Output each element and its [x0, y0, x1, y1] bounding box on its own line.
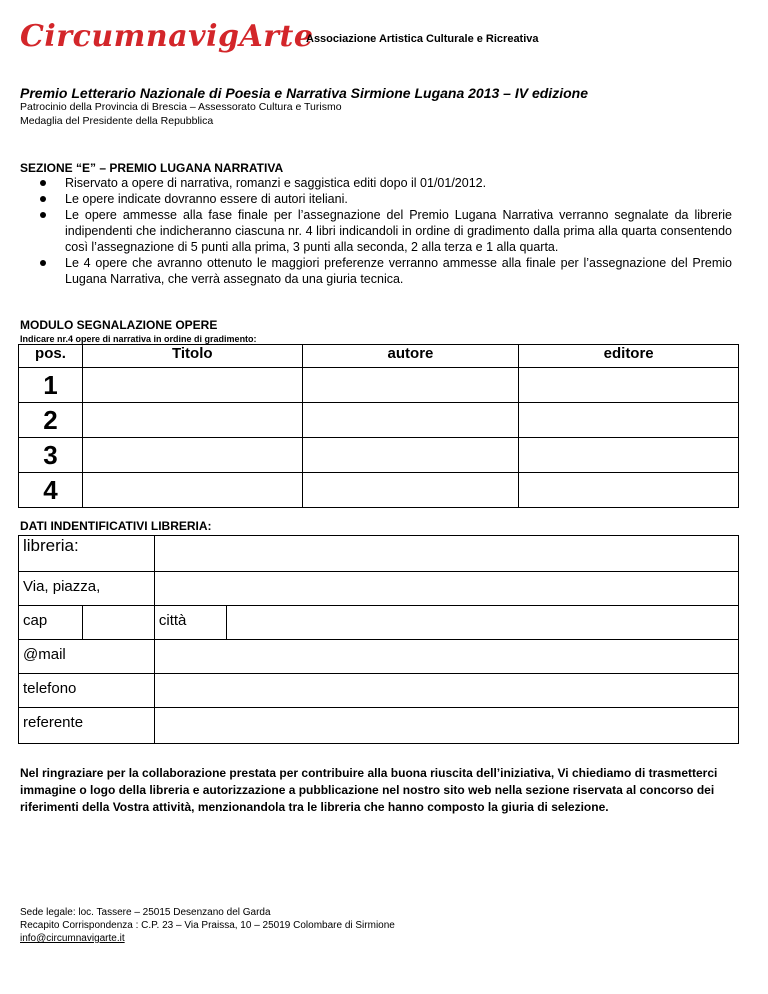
table-row — [19, 606, 739, 640]
logo: CircumnavigArte — [20, 19, 314, 54]
award-title: Premio Letterario Nazionale di Poesia e Narrativa Sirmione Lugana 2013 – IV edizione — [20, 85, 588, 101]
publisher-cell[interactable] — [519, 473, 739, 508]
rules-list — [20, 175, 732, 287]
list-item: Le opere ammesse alla fase finale per l’assegnazione del Premio Lugana Narrativa verranno segnalate da librerie indipendenti che indicheranno ciascuna nr. 4 libri indicandoli in ordine di gradimento dalla prima alla quarta consentendo così l’assegnazione di 5 punti alla prima, 3 punti alla seconda, 2 alla terza e 1 alla quarta. — [20, 207, 732, 255]
publisher-cell[interactable] — [519, 403, 739, 438]
footer-recapito: Recapito Corrispondenza : C.P. 23 – Via Praissa, 10 – 25019 Colombare di Sirmione — [20, 920, 395, 931]
patronage-line: Patrocinio della Provincia di Brescia – Assessorato Cultura e Turismo — [20, 101, 342, 113]
footer-email-link[interactable]: info@circumnavigarte.it — [20, 933, 125, 944]
row-number: 4 — [19, 473, 83, 508]
mail-field[interactable] — [154, 640, 738, 674]
title-cell[interactable] — [82, 438, 302, 473]
author-cell[interactable] — [302, 403, 519, 438]
row-number: 1 — [19, 368, 83, 403]
bullet-icon — [40, 260, 46, 266]
title-cell[interactable] — [82, 403, 302, 438]
row-number: 3 — [19, 438, 83, 473]
libreria-field[interactable] — [154, 536, 738, 572]
table-row — [19, 708, 739, 744]
cap-label: cap — [19, 606, 83, 640]
title-cell[interactable] — [82, 368, 302, 403]
table-row — [19, 572, 739, 606]
column-header-pos: pos. — [19, 345, 83, 368]
title-cell[interactable] — [82, 473, 302, 508]
telefono-field[interactable] — [154, 674, 738, 708]
column-header-publisher: editore — [519, 345, 739, 368]
association-name: Associazione Artistica Culturale e Ricreativa — [306, 33, 539, 45]
section-heading: SEZIONE “E” – PREMIO LUGANA NARRATIVA — [20, 161, 284, 175]
author-cell[interactable] — [302, 438, 519, 473]
author-cell[interactable] — [302, 368, 519, 403]
author-cell[interactable] — [302, 473, 519, 508]
libreria-label: libreria: — [19, 536, 155, 572]
bookstore-heading: DATI INDENTIFICATIVI LIBRERIA: — [20, 519, 212, 533]
cap-field[interactable] — [82, 606, 154, 640]
bullet-icon — [40, 196, 46, 202]
via-label: Via, piazza, — [19, 572, 155, 606]
medal-line: Medaglia del Presidente della Repubblica — [20, 115, 214, 127]
referente-field[interactable] — [154, 708, 738, 744]
table-row — [19, 536, 739, 572]
table-row — [19, 368, 739, 403]
mail-label: @mail — [19, 640, 155, 674]
works-table — [18, 344, 739, 508]
column-header-title: Titolo — [82, 345, 302, 368]
footer-sede: Sede legale: loc. Tassere – 25015 Desenzano del Garda — [20, 907, 271, 918]
bullet-icon — [40, 180, 46, 186]
publisher-cell[interactable] — [519, 368, 739, 403]
table-row — [19, 473, 739, 508]
publisher-cell[interactable] — [519, 438, 739, 473]
row-number: 2 — [19, 403, 83, 438]
column-header-author: autore — [302, 345, 519, 368]
table-row — [19, 403, 739, 438]
table-row — [19, 640, 739, 674]
referente-label: referente — [19, 708, 155, 744]
telefono-label: telefono — [19, 674, 155, 708]
table-row — [19, 438, 739, 473]
table-header-row — [19, 345, 739, 368]
closing-note: Nel ringraziare per la collaborazione prestata per contribuire alla buona riuscita dell’iniziativa, Vi chiediamo di trasmetterci immagine o logo della libreria e autorizzazione a pubblicazione nel nostro sito web nella sezione riservata al concorso dei riferimenti della Vostra attività, menzionandola tra le libreria che hanno composto la giuria di selezione. — [20, 766, 718, 814]
list-item: Riservato a opere di narrativa, romanzi e saggistica editi dopo il 01/01/2012. — [20, 175, 732, 191]
bookstore-table — [18, 535, 739, 744]
form-heading: MODULO SEGNALAZIONE OPERE — [20, 318, 218, 332]
citta-label: città — [154, 606, 226, 640]
table-row — [19, 674, 739, 708]
form-instruction: Indicare nr.4 opere di narrativa in ordine di gradimento: — [20, 334, 257, 344]
citta-field[interactable] — [226, 606, 738, 640]
list-item: Le 4 opere che avranno ottenuto le maggiori preferenze verranno ammesse alla finale per l’assegnazione del Premio Lugana Narrativa, che verrà assegnato da una giuria tecnica. — [20, 255, 732, 287]
bullet-icon — [40, 212, 46, 218]
via-field[interactable] — [154, 572, 738, 606]
list-item: Le opere indicate dovranno essere di autori iteliani. — [20, 191, 732, 207]
